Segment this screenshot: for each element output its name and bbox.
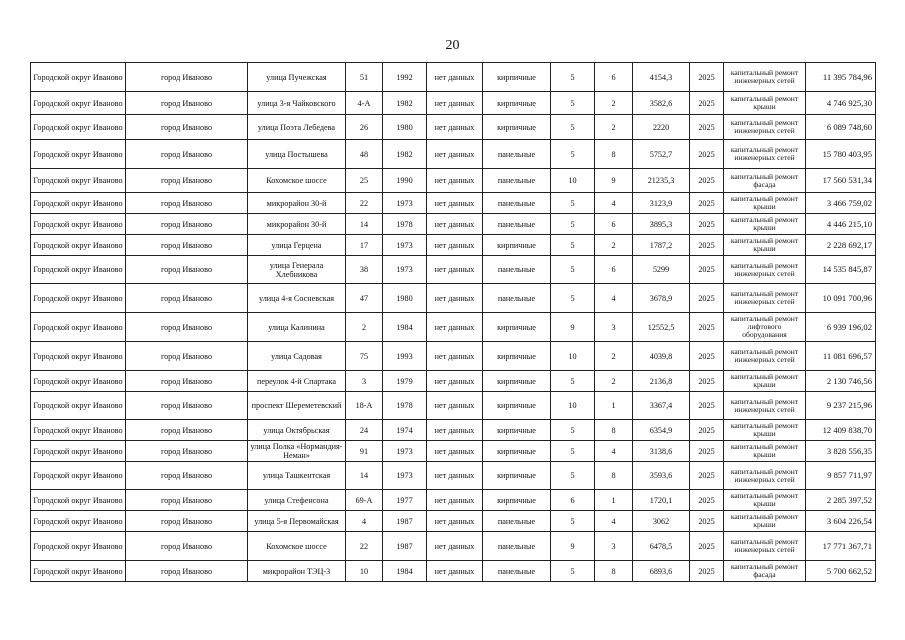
cell-build-year: 1980 xyxy=(383,284,427,313)
cell-settlement: город Иваново xyxy=(126,140,248,169)
cell-settlement: город Иваново xyxy=(126,256,248,284)
cell-street: улица Садовая xyxy=(248,342,346,371)
cell-area: 2136,8 xyxy=(633,371,690,392)
table-row xyxy=(31,193,876,214)
cell-street: улица Пучежская xyxy=(248,63,346,92)
table-row xyxy=(31,140,876,169)
cell-municipality: Городской округ Иваново xyxy=(31,392,126,420)
cell-wall-material: кирпичные xyxy=(483,235,551,256)
cell-house-number: 22 xyxy=(346,193,383,214)
cell-street: Кохомское шоссе xyxy=(248,169,346,193)
cell-work-type: капитальный ремонт инженерных сетей xyxy=(724,342,806,371)
cell-house-number: 48 xyxy=(346,140,383,169)
cell-cost: 10 091 700,96 xyxy=(806,284,876,313)
cell-floors: 5 xyxy=(551,92,595,115)
cell-build-year: 1990 xyxy=(383,169,427,193)
cell-municipality: Городской округ Иваново xyxy=(31,92,126,115)
cell-house-number: 38 xyxy=(346,256,383,284)
cell-entrances: 1 xyxy=(595,392,633,420)
cell-entrances: 4 xyxy=(595,193,633,214)
cell-overhaul-year: нет данных xyxy=(427,342,483,371)
cell-entrances: 2 xyxy=(595,115,633,140)
cell-municipality: Городской округ Иваново xyxy=(31,284,126,313)
table-row xyxy=(31,490,876,511)
cell-wall-material: панельные xyxy=(483,532,551,561)
cell-entrances: 1 xyxy=(595,490,633,511)
cell-build-year: 1982 xyxy=(383,140,427,169)
table-row xyxy=(31,371,876,392)
cell-floors: 5 xyxy=(551,214,595,235)
cell-plan-year: 2025 xyxy=(690,342,724,371)
cell-settlement: город Иваново xyxy=(126,284,248,313)
table-row xyxy=(31,392,876,420)
housing-repair-table xyxy=(30,62,876,582)
cell-cost: 6 089 748,60 xyxy=(806,115,876,140)
cell-floors: 10 xyxy=(551,342,595,371)
cell-street: микрорайон 30-й xyxy=(248,214,346,235)
cell-plan-year: 2025 xyxy=(690,193,724,214)
cell-work-type: капитальный ремонт инженерных сетей xyxy=(724,462,806,490)
cell-floors: 10 xyxy=(551,169,595,193)
cell-build-year: 1979 xyxy=(383,371,427,392)
cell-plan-year: 2025 xyxy=(690,371,724,392)
cell-plan-year: 2025 xyxy=(690,169,724,193)
table-row xyxy=(31,169,876,193)
cell-cost: 9 237 215,96 xyxy=(806,392,876,420)
cell-overhaul-year: нет данных xyxy=(427,490,483,511)
cell-plan-year: 2025 xyxy=(690,420,724,441)
cell-build-year: 1993 xyxy=(383,342,427,371)
cell-street: микрорайон ТЭЦ-3 xyxy=(248,561,346,582)
cell-street: улица 3-я Чайковского xyxy=(248,92,346,115)
cell-house-number: 18-А xyxy=(346,392,383,420)
cell-house-number: 47 xyxy=(346,284,383,313)
cell-plan-year: 2025 xyxy=(690,490,724,511)
cell-area: 6354,9 xyxy=(633,420,690,441)
cell-floors: 5 xyxy=(551,193,595,214)
cell-area: 1720,1 xyxy=(633,490,690,511)
cell-build-year: 1984 xyxy=(383,313,427,342)
cell-cost: 5 700 662,52 xyxy=(806,561,876,582)
cell-floors: 5 xyxy=(551,256,595,284)
cell-house-number: 3 xyxy=(346,371,383,392)
cell-floors: 5 xyxy=(551,420,595,441)
cell-entrances: 6 xyxy=(595,256,633,284)
table-row xyxy=(31,63,876,92)
cell-build-year: 1973 xyxy=(383,462,427,490)
cell-cost: 2 285 397,52 xyxy=(806,490,876,511)
cell-house-number: 2 xyxy=(346,313,383,342)
cell-cost: 6 939 196,02 xyxy=(806,313,876,342)
cell-municipality: Городской округ Иваново xyxy=(31,63,126,92)
cell-municipality: Городской округ Иваново xyxy=(31,371,126,392)
cell-area: 2220 xyxy=(633,115,690,140)
cell-floors: 5 xyxy=(551,371,595,392)
cell-entrances: 8 xyxy=(595,561,633,582)
cell-street: переулок 4-й Спартака xyxy=(248,371,346,392)
cell-work-type: капитальный ремонт крыши xyxy=(724,371,806,392)
cell-wall-material: панельные xyxy=(483,193,551,214)
cell-municipality: Городской округ Иваново xyxy=(31,441,126,462)
cell-wall-material: кирпичные xyxy=(483,420,551,441)
cell-wall-material: кирпичные xyxy=(483,63,551,92)
cell-municipality: Городской округ Иваново xyxy=(31,490,126,511)
cell-settlement: город Иваново xyxy=(126,511,248,532)
table-body xyxy=(31,63,876,582)
cell-floors: 5 xyxy=(551,441,595,462)
cell-house-number: 22 xyxy=(346,532,383,561)
cell-entrances: 2 xyxy=(595,92,633,115)
cell-area: 4039,8 xyxy=(633,342,690,371)
cell-settlement: город Иваново xyxy=(126,169,248,193)
cell-street: улица Постышева xyxy=(248,140,346,169)
cell-cost: 3 828 556,35 xyxy=(806,441,876,462)
cell-wall-material: кирпичные xyxy=(483,441,551,462)
cell-house-number: 75 xyxy=(346,342,383,371)
cell-entrances: 2 xyxy=(595,371,633,392)
cell-street: улица Герцена xyxy=(248,235,346,256)
cell-overhaul-year: нет данных xyxy=(427,371,483,392)
cell-overhaul-year: нет данных xyxy=(427,63,483,92)
cell-entrances: 9 xyxy=(595,169,633,193)
cell-cost: 2 228 692,17 xyxy=(806,235,876,256)
cell-work-type: капитальный ремонт инженерных сетей xyxy=(724,532,806,561)
cell-cost: 3 604 226,54 xyxy=(806,511,876,532)
cell-cost: 17 560 531,34 xyxy=(806,169,876,193)
cell-municipality: Городской округ Иваново xyxy=(31,420,126,441)
cell-cost: 11 081 696,57 xyxy=(806,342,876,371)
cell-build-year: 1973 xyxy=(383,235,427,256)
cell-street: улица Стефенсона xyxy=(248,490,346,511)
cell-floors: 5 xyxy=(551,63,595,92)
table-row xyxy=(31,92,876,115)
cell-street: микрорайон 30-й xyxy=(248,193,346,214)
cell-overhaul-year: нет данных xyxy=(427,169,483,193)
cell-house-number: 14 xyxy=(346,462,383,490)
cell-work-type: капитальный ремонт крыши xyxy=(724,420,806,441)
cell-entrances: 2 xyxy=(595,342,633,371)
cell-wall-material: панельные xyxy=(483,169,551,193)
cell-entrances: 3 xyxy=(595,313,633,342)
cell-build-year: 1984 xyxy=(383,561,427,582)
cell-work-type: капитальный ремонт инженерных сетей xyxy=(724,140,806,169)
cell-cost: 2 130 746,56 xyxy=(806,371,876,392)
table-row xyxy=(31,214,876,235)
cell-plan-year: 2025 xyxy=(690,214,724,235)
table-row xyxy=(31,342,876,371)
cell-house-number: 91 xyxy=(346,441,383,462)
cell-wall-material: кирпичные xyxy=(483,392,551,420)
cell-work-type: капитальный ремонт крыши xyxy=(724,490,806,511)
table-row xyxy=(31,532,876,561)
cell-wall-material: кирпичные xyxy=(483,313,551,342)
cell-floors: 5 xyxy=(551,561,595,582)
cell-house-number: 4 xyxy=(346,511,383,532)
cell-wall-material: панельные xyxy=(483,256,551,284)
cell-area: 3123,9 xyxy=(633,193,690,214)
cell-cost: 4 446 215,10 xyxy=(806,214,876,235)
cell-settlement: город Иваново xyxy=(126,561,248,582)
cell-settlement: город Иваново xyxy=(126,235,248,256)
cell-build-year: 1982 xyxy=(383,92,427,115)
cell-municipality: Городской округ Иваново xyxy=(31,561,126,582)
cell-overhaul-year: нет данных xyxy=(427,462,483,490)
cell-entrances: 2 xyxy=(595,235,633,256)
cell-area: 3062 xyxy=(633,511,690,532)
cell-wall-material: панельные xyxy=(483,284,551,313)
cell-plan-year: 2025 xyxy=(690,462,724,490)
cell-municipality: Городской округ Иваново xyxy=(31,313,126,342)
cell-house-number: 24 xyxy=(346,420,383,441)
cell-work-type: капитальный ремонт крыши xyxy=(724,235,806,256)
table-row xyxy=(31,313,876,342)
cell-wall-material: кирпичные xyxy=(483,462,551,490)
cell-entrances: 4 xyxy=(595,511,633,532)
cell-overhaul-year: нет данных xyxy=(427,193,483,214)
cell-entrances: 6 xyxy=(595,63,633,92)
cell-overhaul-year: нет данных xyxy=(427,532,483,561)
cell-house-number: 10 xyxy=(346,561,383,582)
cell-work-type: капитальный ремонт крыши xyxy=(724,441,806,462)
cell-floors: 5 xyxy=(551,235,595,256)
cell-build-year: 1973 xyxy=(383,441,427,462)
cell-settlement: город Иваново xyxy=(126,490,248,511)
cell-municipality: Городской округ Иваново xyxy=(31,235,126,256)
table-row xyxy=(31,235,876,256)
cell-street: проспект Шереметевский xyxy=(248,392,346,420)
cell-wall-material: кирпичные xyxy=(483,342,551,371)
cell-street: улица Ташкентская xyxy=(248,462,346,490)
cell-work-type: капитальный ремонт крыши xyxy=(724,511,806,532)
cell-work-type: капитальный ремонт инженерных сетей xyxy=(724,63,806,92)
cell-plan-year: 2025 xyxy=(690,63,724,92)
table-row xyxy=(31,115,876,140)
cell-work-type: капитальный ремонт крыши xyxy=(724,214,806,235)
cell-build-year: 1978 xyxy=(383,392,427,420)
cell-floors: 5 xyxy=(551,511,595,532)
cell-municipality: Городской округ Иваново xyxy=(31,256,126,284)
table-row xyxy=(31,511,876,532)
cell-wall-material: кирпичные xyxy=(483,92,551,115)
cell-plan-year: 2025 xyxy=(690,561,724,582)
cell-build-year: 1977 xyxy=(383,490,427,511)
cell-work-type: капитальный ремонт фасада xyxy=(724,169,806,193)
cell-area: 12552,5 xyxy=(633,313,690,342)
cell-overhaul-year: нет данных xyxy=(427,392,483,420)
cell-street: улица Поэта Лебедева xyxy=(248,115,346,140)
cell-cost: 9 857 711,97 xyxy=(806,462,876,490)
cell-plan-year: 2025 xyxy=(690,511,724,532)
cell-cost: 4 746 925,30 xyxy=(806,92,876,115)
cell-house-number: 25 xyxy=(346,169,383,193)
cell-house-number: 51 xyxy=(346,63,383,92)
cell-street: улица Октябрьская xyxy=(248,420,346,441)
cell-build-year: 1973 xyxy=(383,193,427,214)
cell-cost: 12 409 838,70 xyxy=(806,420,876,441)
cell-build-year: 1974 xyxy=(383,420,427,441)
cell-house-number: 4-А xyxy=(346,92,383,115)
cell-work-type: капитальный ремонт фасада xyxy=(724,561,806,582)
cell-cost: 3 466 759,02 xyxy=(806,193,876,214)
cell-street: улица Полка «Нормандия-Неман» xyxy=(248,441,346,462)
cell-work-type: капитальный ремонт лифтового оборудования xyxy=(724,313,806,342)
cell-settlement: город Иваново xyxy=(126,371,248,392)
cell-build-year: 1978 xyxy=(383,214,427,235)
cell-floors: 9 xyxy=(551,313,595,342)
cell-settlement: город Иваново xyxy=(126,313,248,342)
table-row xyxy=(31,462,876,490)
cell-overhaul-year: нет данных xyxy=(427,441,483,462)
cell-municipality: Городской округ Иваново xyxy=(31,214,126,235)
cell-overhaul-year: нет данных xyxy=(427,313,483,342)
cell-plan-year: 2025 xyxy=(690,140,724,169)
cell-area: 3582,6 xyxy=(633,92,690,115)
cell-area: 3593,6 xyxy=(633,462,690,490)
cell-build-year: 1987 xyxy=(383,532,427,561)
cell-plan-year: 2025 xyxy=(690,441,724,462)
cell-work-type: капитальный ремонт крыши xyxy=(724,193,806,214)
cell-area: 3895,3 xyxy=(633,214,690,235)
cell-overhaul-year: нет данных xyxy=(427,214,483,235)
cell-house-number: 26 xyxy=(346,115,383,140)
cell-plan-year: 2025 xyxy=(690,115,724,140)
cell-plan-year: 2025 xyxy=(690,284,724,313)
cell-entrances: 3 xyxy=(595,532,633,561)
cell-street: улица Генерала Хлебникова xyxy=(248,256,346,284)
cell-cost: 15 780 403,95 xyxy=(806,140,876,169)
cell-municipality: Городской округ Иваново xyxy=(31,342,126,371)
cell-plan-year: 2025 xyxy=(690,532,724,561)
cell-floors: 10 xyxy=(551,392,595,420)
cell-overhaul-year: нет данных xyxy=(427,235,483,256)
cell-wall-material: кирпичные xyxy=(483,490,551,511)
cell-entrances: 8 xyxy=(595,420,633,441)
cell-settlement: город Иваново xyxy=(126,214,248,235)
cell-settlement: город Иваново xyxy=(126,92,248,115)
cell-build-year: 1980 xyxy=(383,115,427,140)
cell-cost: 17 771 367,71 xyxy=(806,532,876,561)
cell-overhaul-year: нет данных xyxy=(427,140,483,169)
cell-settlement: город Иваново xyxy=(126,532,248,561)
cell-wall-material: кирпичные xyxy=(483,115,551,140)
cell-area: 21235,3 xyxy=(633,169,690,193)
cell-municipality: Городской округ Иваново xyxy=(31,169,126,193)
cell-street: Кохомское шоссе xyxy=(248,532,346,561)
cell-entrances: 6 xyxy=(595,214,633,235)
cell-floors: 5 xyxy=(551,140,595,169)
table-row xyxy=(31,441,876,462)
page-number: 20 xyxy=(445,38,460,53)
cell-work-type: капитальный ремонт инженерных сетей xyxy=(724,392,806,420)
cell-wall-material: панельные xyxy=(483,511,551,532)
cell-wall-material: панельные xyxy=(483,140,551,169)
cell-build-year: 1973 xyxy=(383,256,427,284)
cell-municipality: Городской округ Иваново xyxy=(31,511,126,532)
cell-plan-year: 2025 xyxy=(690,392,724,420)
cell-work-type: капитальный ремонт инженерных сетей xyxy=(724,115,806,140)
cell-street: улица Калинина xyxy=(248,313,346,342)
table-row xyxy=(31,256,876,284)
table-row xyxy=(31,561,876,582)
table-row xyxy=(31,284,876,313)
cell-area: 6478,5 xyxy=(633,532,690,561)
cell-overhaul-year: нет данных xyxy=(427,561,483,582)
cell-municipality: Городской округ Иваново xyxy=(31,140,126,169)
cell-work-type: капитальный ремонт крыши xyxy=(724,92,806,115)
cell-plan-year: 2025 xyxy=(690,313,724,342)
cell-floors: 5 xyxy=(551,115,595,140)
cell-area: 6893,6 xyxy=(633,561,690,582)
cell-wall-material: кирпичные xyxy=(483,371,551,392)
cell-area: 4154,3 xyxy=(633,63,690,92)
cell-wall-material: панельные xyxy=(483,561,551,582)
cell-settlement: город Иваново xyxy=(126,63,248,92)
cell-street: улица 4-я Сосневская xyxy=(248,284,346,313)
cell-house-number: 14 xyxy=(346,214,383,235)
cell-overhaul-year: нет данных xyxy=(427,511,483,532)
cell-overhaul-year: нет данных xyxy=(427,256,483,284)
cell-settlement: город Иваново xyxy=(126,420,248,441)
cell-settlement: город Иваново xyxy=(126,441,248,462)
cell-cost: 11 395 784,96 xyxy=(806,63,876,92)
cell-entrances: 4 xyxy=(595,284,633,313)
cell-overhaul-year: нет данных xyxy=(427,284,483,313)
cell-area: 3678,9 xyxy=(633,284,690,313)
cell-municipality: Городской округ Иваново xyxy=(31,532,126,561)
cell-street: улица 5-я Первомайская xyxy=(248,511,346,532)
cell-area: 1787,2 xyxy=(633,235,690,256)
cell-work-type: капитальный ремонт инженерных сетей xyxy=(724,284,806,313)
cell-wall-material: панельные xyxy=(483,214,551,235)
cell-municipality: Городской округ Иваново xyxy=(31,193,126,214)
cell-floors: 6 xyxy=(551,490,595,511)
cell-area: 5752,7 xyxy=(633,140,690,169)
cell-entrances: 8 xyxy=(595,140,633,169)
cell-area: 5299 xyxy=(633,256,690,284)
cell-overhaul-year: нет данных xyxy=(427,92,483,115)
cell-cost: 14 535 845,87 xyxy=(806,256,876,284)
cell-overhaul-year: нет данных xyxy=(427,420,483,441)
cell-build-year: 1992 xyxy=(383,63,427,92)
cell-plan-year: 2025 xyxy=(690,92,724,115)
cell-settlement: город Иваново xyxy=(126,392,248,420)
table-row xyxy=(31,420,876,441)
cell-area: 3138,6 xyxy=(633,441,690,462)
cell-work-type: капитальный ремонт инженерных сетей xyxy=(724,256,806,284)
cell-settlement: город Иваново xyxy=(126,342,248,371)
cell-build-year: 1987 xyxy=(383,511,427,532)
cell-entrances: 4 xyxy=(595,441,633,462)
cell-area: 3367,4 xyxy=(633,392,690,420)
cell-house-number: 69-А xyxy=(346,490,383,511)
cell-overhaul-year: нет данных xyxy=(427,115,483,140)
cell-plan-year: 2025 xyxy=(690,235,724,256)
cell-house-number: 17 xyxy=(346,235,383,256)
cell-municipality: Городской округ Иваново xyxy=(31,115,126,140)
cell-settlement: город Иваново xyxy=(126,193,248,214)
cell-settlement: город Иваново xyxy=(126,115,248,140)
cell-municipality: Городской округ Иваново xyxy=(31,462,126,490)
cell-settlement: город Иваново xyxy=(126,462,248,490)
cell-entrances: 8 xyxy=(595,462,633,490)
cell-plan-year: 2025 xyxy=(690,256,724,284)
cell-floors: 5 xyxy=(551,284,595,313)
cell-floors: 5 xyxy=(551,462,595,490)
cell-floors: 9 xyxy=(551,532,595,561)
